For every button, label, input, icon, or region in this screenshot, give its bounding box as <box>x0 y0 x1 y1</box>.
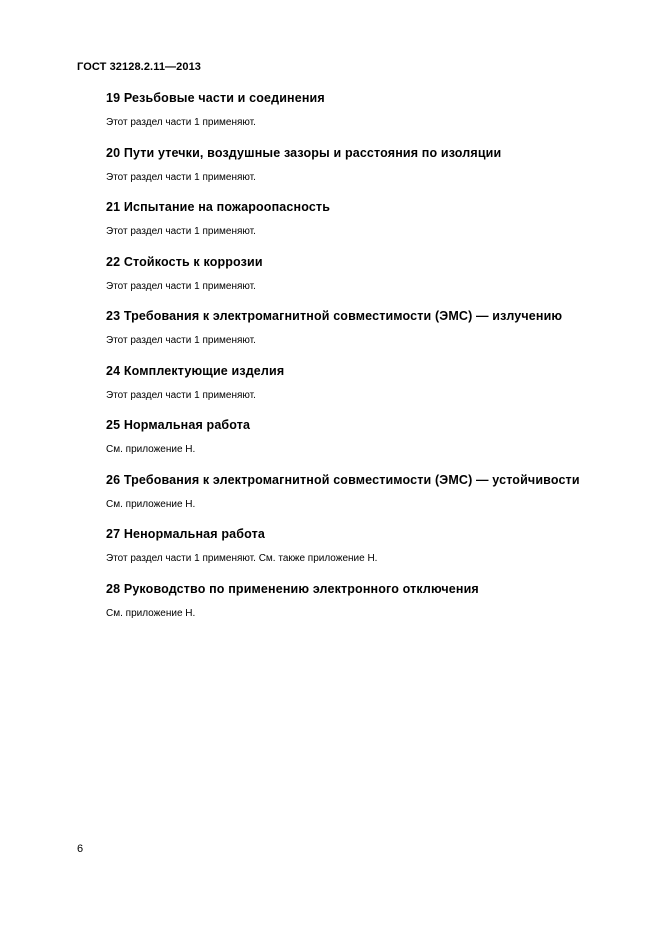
section-heading: 25 Нормальная работа <box>106 418 251 432</box>
section-20 <box>106 146 636 201</box>
section-heading: 23 Требования к электромагнитной совместимости (ЭМС) — излучению <box>106 309 563 323</box>
section-24 <box>106 364 636 419</box>
section-heading: 28 Руководство по применению электронного отключения <box>106 581 479 596</box>
section-body: См. приложение Н. <box>106 444 196 455</box>
section-26 <box>106 473 636 528</box>
section-22 <box>106 255 636 310</box>
section-body: Этот раздел части 1 применяют. <box>106 389 256 401</box>
document-code: ГОСТ 32128.2.11—2013 <box>77 61 202 73</box>
section-heading: 20 Пути утечки, воздушные зазоры и расстояния по изоляции <box>106 145 502 160</box>
section-27 <box>106 527 636 582</box>
section-28 <box>106 582 636 637</box>
section-body: Этот раздел части 1 применяют. <box>106 117 256 128</box>
section-heading: 26 Требования к электромагнитной совместимости (ЭМС) — устойчивости <box>106 472 580 487</box>
section-body: Этот раздел части 1 применяют. <box>106 171 256 183</box>
section-21 <box>106 200 636 255</box>
page-number: 6 <box>77 843 84 855</box>
section-body: Этот раздел части 1 применяют. <box>106 226 256 237</box>
section-body: Этот раздел части 1 применяют. <box>106 280 256 292</box>
section-25 <box>106 418 636 473</box>
section-heading: 27 Ненормальная работа <box>106 527 265 541</box>
section-23 <box>106 309 636 364</box>
section-heading: 21 Испытание на пожароопасность <box>106 200 331 214</box>
section-heading: 22 Стойкость к коррозии <box>106 254 263 269</box>
section-body: Этот раздел части 1 применяют. См. также приложение Н. <box>106 553 378 564</box>
section-19 <box>106 91 636 146</box>
section-heading: 24 Комплектующие изделия <box>106 363 285 378</box>
section-body: См. приложение Н. <box>106 607 196 619</box>
section-body: Этот раздел части 1 применяют. <box>106 335 256 346</box>
section-heading: 19 Резьбовые части и соединения <box>106 91 325 105</box>
sections-list <box>106 91 636 636</box>
section-body: См. приложение Н. <box>106 498 196 510</box>
